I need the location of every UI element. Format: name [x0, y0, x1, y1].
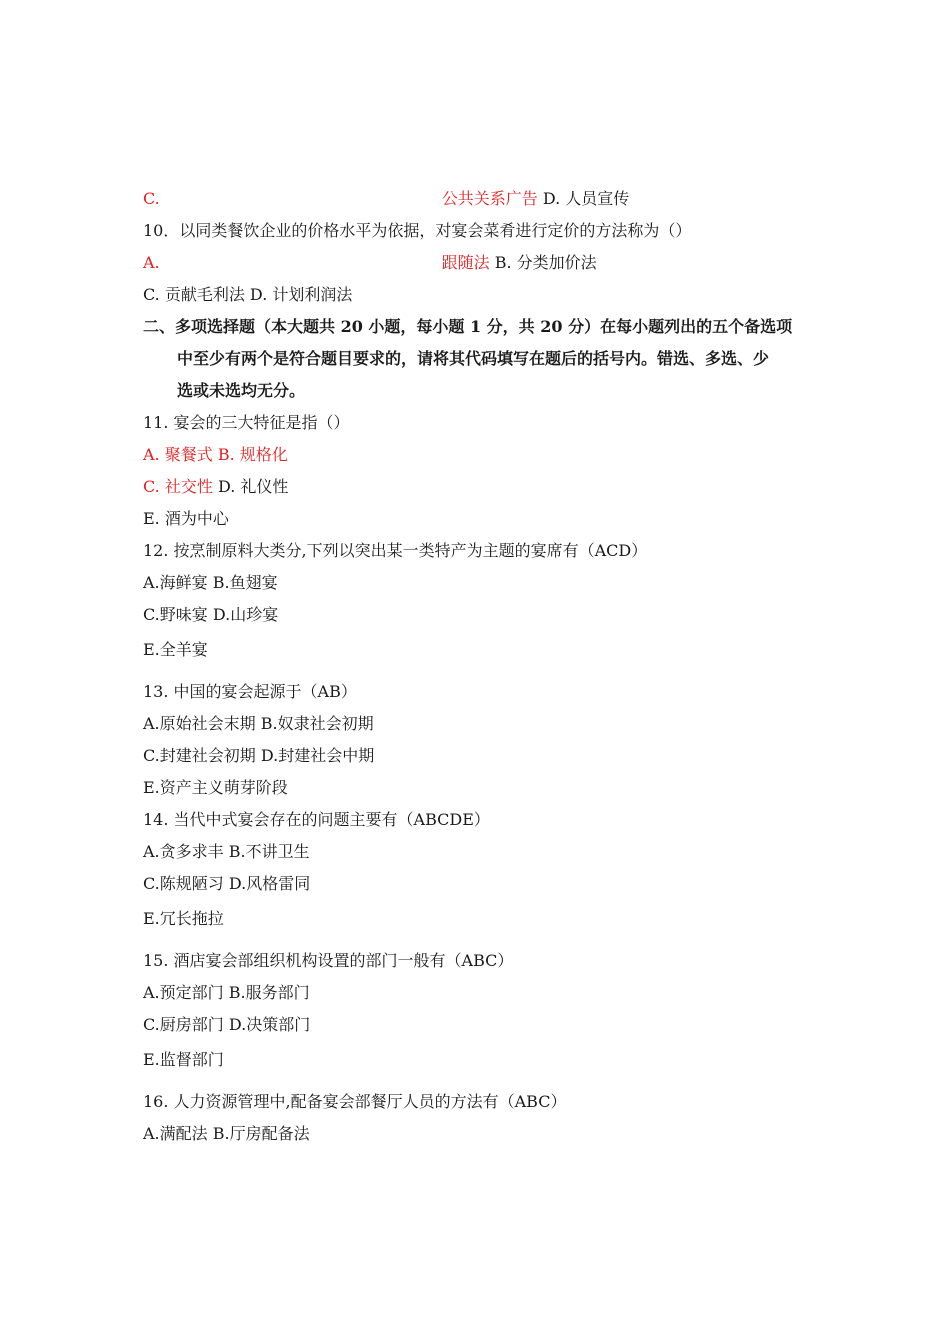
q14-question: 14. 当代中式宴会存在的问题主要有（ABCDE） — [143, 810, 490, 829]
q11-c-text: C. 社交性 — [143, 477, 213, 496]
q9-option-cd — [143, 189, 629, 209]
q9-d-text: D. 人员宣传 — [542, 189, 630, 208]
q14-option-e: E.冗长拖拉 — [143, 909, 224, 928]
q10-a-text: 跟随法 — [441, 253, 490, 272]
q12-option-ab: A.海鲜宴 B.鱼翅宴 — [143, 573, 278, 592]
q10-option-cd: C. 贡献毛利法 D. 计划利润法 — [143, 285, 353, 304]
q12-option-cd: C.野味宴 D.山珍宴 — [143, 605, 279, 624]
q15-option-e: E.监督部门 — [143, 1050, 224, 1069]
q11-option-ab — [143, 445, 288, 465]
q11-option-cd — [143, 477, 288, 497]
q11-question: 11. 宴会的三大特征是指（） — [143, 413, 350, 432]
section2-heading-line1: 二、多项选择题（本大题共 20 小题，每小题 1 分，共 20 分）在每小题列出的五个备选项 — [143, 317, 793, 336]
q11-d-text: D. 礼仪性 — [217, 477, 289, 496]
q12-question: 12. 按烹制原料大类分,下列以突出某一类特产为主题的宴席有（ACD） — [143, 541, 648, 560]
q14-option-cd: C.陈规陋习 D.风格雷同 — [143, 874, 311, 893]
q14-option-ab: A.贪多求丰 B.不讲卫生 — [143, 842, 310, 861]
q10-a-label: A. — [143, 253, 160, 272]
q16-option-ab: A.满配法 B.厅房配备法 — [143, 1124, 310, 1143]
q9-c-label: C. — [143, 189, 160, 208]
section2-heading-line3: 选或未选均无分。 — [177, 381, 306, 400]
q11-option-e: E. 酒为中心 — [143, 509, 229, 528]
q16-question: 16. 人力资源管理中,配备宴会部餐厅人员的方法有（ABC） — [143, 1092, 567, 1111]
q12-option-e: E.全羊宴 — [143, 640, 208, 659]
q15-option-ab: A.预定部门 B.服务部门 — [143, 983, 310, 1002]
q11-a-text: A. 聚餐式 — [143, 445, 213, 464]
q15-question: 15. 酒店宴会部组织机构设置的部门一般有（ABC） — [143, 951, 514, 970]
section2-heading-line2: 中至少有两个是符合题目要求的，请将其代码填写在题后的括号内。错选、多选、少 — [177, 349, 770, 368]
q10-question: 10．以同类餐饮企业的价格水平为依据，对宴会菜肴进行定价的方法称为（） — [143, 221, 692, 240]
q13-option-ab: A.原始社会末期 B.奴隶社会初期 — [143, 714, 374, 733]
q13-option-cd: C.封建社会初期 D.封建社会中期 — [143, 746, 375, 765]
q9-c-text: 公共关系广告 — [441, 189, 538, 208]
q13-option-e: E.资产主义萌芽阶段 — [143, 778, 288, 797]
q11-b-text: B. 规格化 — [217, 445, 288, 464]
q10-b-text: B. 分类加价法 — [494, 253, 597, 272]
q10-option-ab — [143, 253, 597, 273]
q13-question: 13. 中国的宴会起源于（AB） — [143, 682, 357, 701]
q15-option-cd: C.厨房部门 D.决策部门 — [143, 1015, 311, 1034]
